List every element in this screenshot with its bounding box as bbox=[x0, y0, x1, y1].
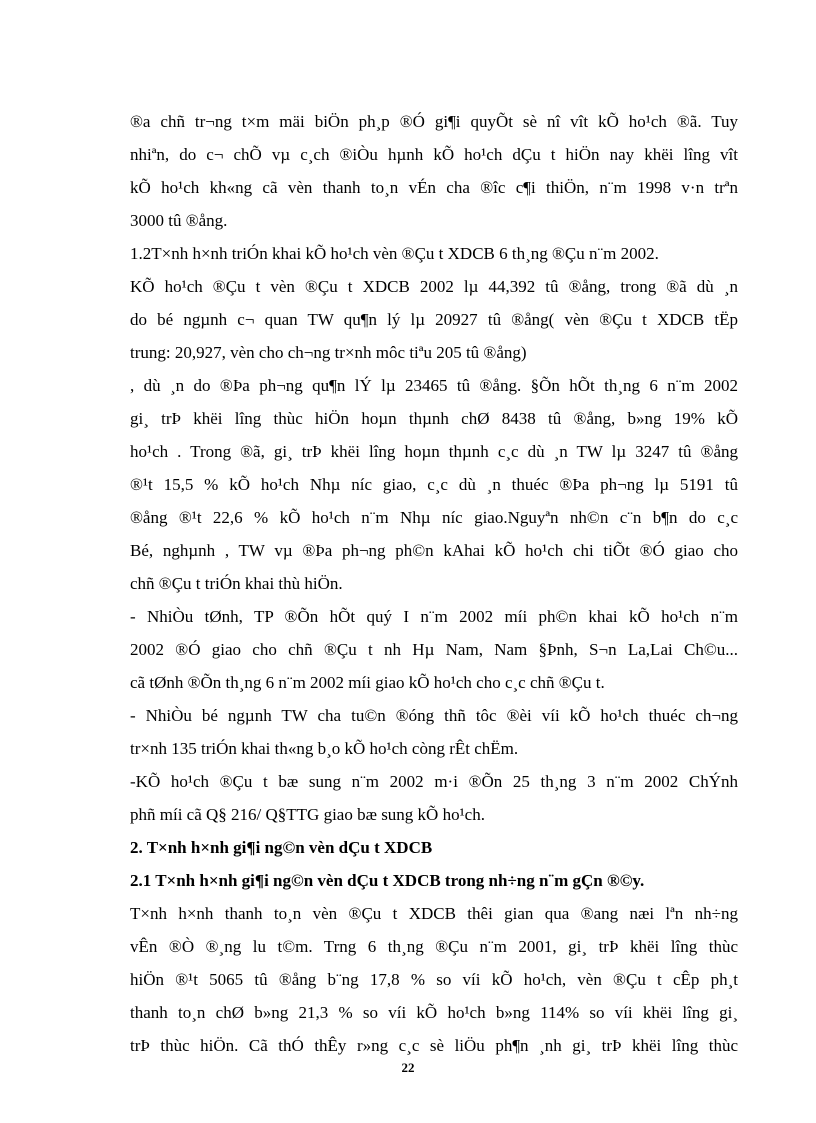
text-line: hiÖn ®¹t 5065 tû ®ång b¨ng 17,8 % so víi kÕ ho¹ch, vèn ®Çu t cÊp ph¸t bbox=[130, 970, 738, 989]
text-line: trÞ thùc hiÖn. Cã thÓ thÊy r»ng c¸c sè liÖu ph¶n ¸nh gi¸ trÞ khëi lîng thùc bbox=[130, 1036, 738, 1055]
text-line: ®ång ®¹t 22,6 % kÕ ho¹ch n¨m Nhµ níc giao.Nguyªn nh©n c¨n b¶n do c¸c bbox=[130, 508, 738, 527]
text-line: tr×nh 135 triÓn khai th«ng b¸o kÕ ho¹ch còng rÊt chËm. bbox=[130, 739, 519, 758]
text-line: 2002 ®Ó giao cho chñ ®Çu t nh Hµ Nam, Nam §Þnh, S¬n La,Lai Ch©u... bbox=[130, 640, 738, 659]
text-line: thanh to¸n chØ b»ng 21,3 % so víi kÕ ho¹ch b»ng 114% so víi khëi lîng gi¸ bbox=[130, 1003, 738, 1022]
text-line: , dù ¸n do ®Þa ph¬ng qu¶n lÝ lµ 23465 tû ®ång. §Õn hÕt th¸ng 6 n¨m 2002 bbox=[130, 376, 738, 395]
text-line: KÕ ho¹ch ®Çu t vèn ®Çu t XDCB 2002 lµ 44,392 tû ®ång, trong ®ã dù ¸n bbox=[130, 277, 738, 296]
text-line: Bé, nghµnh , TW vµ ®Þa ph¬ng ph©n kAhai kÕ ho¹ch chi tiÕt ®Ó giao cho bbox=[130, 541, 738, 560]
page-number: 22 bbox=[401, 1060, 415, 1075]
text-line: do bé ngµnh c¬ quan TW qu¶n lý lµ 20927 tû ®ång( vèn ®Çu t XDCB tËp bbox=[130, 310, 738, 329]
text-line: kÕ ho¹ch kh«ng cã vèn thanh to¸n vÉn cha ®îc c¶i thiÖn, n¨m 1998 v·n trªn bbox=[130, 178, 738, 197]
text-line: -KÕ ho¹ch ®Çu t bæ sung n¨m 2002 m·i ®Õn 25 th¸ng 3 n¨m 2002 ChÝnh bbox=[130, 772, 738, 791]
text-line: gi¸ trÞ khëi lîng thùc hiÖn hoµn thµnh chØ 8438 tû ®ång, b»ng 19% kÕ bbox=[130, 409, 738, 428]
text-line: 3000 tû ®ång. bbox=[130, 211, 228, 230]
text-line: ®a chñ tr¬ng t×m mäi biÖn ph¸p ®Ó gi¶i quyÕt sè nî vît kÕ ho¹ch ®ã. Tuy bbox=[130, 112, 738, 131]
text-line: T×nh h×nh thanh to¸n vèn ®Çu t XDCB thêi gian qua ®ang næi lªn nh÷ng bbox=[130, 904, 738, 923]
text-line: trung: 20,927, vèn cho ch¬ng tr×nh môc tiªu 205 tû ®ång) bbox=[130, 343, 527, 362]
text-line: vÊn ®Ò ®¸ng lu t©m. Trng 6 th¸ng ®Çu n¨m 2001, gi¸ trÞ khëi lîng thùc bbox=[130, 937, 738, 956]
text-line: nhiªn, do c¬ chÕ vµ c¸ch ®iÒu hµnh kÕ ho¹ch dÇu t hiÖn nay khëi lîng vît bbox=[130, 145, 738, 164]
text-line: phñ míi cã Q§ 216/ Q§TTG giao bæ sung kÕ ho¹ch. bbox=[130, 805, 485, 824]
text-line: ®¹t 15,5 % kÕ ho¹ch Nhµ níc giao, c¸c dù ¸n thuéc ®Þa ph¬ng lµ 5191 tû bbox=[130, 475, 738, 494]
text-line: - NhiÒu tØnh, TP ®Õn hÕt quý I n¨m 2002 míi ph©n khai kÕ ho¹ch n¨m bbox=[130, 607, 738, 626]
text-line: - NhiÒu bé ngµnh TW cha tu©n ®óng thñ tôc ®èi víi kÕ ho¹ch thuéc ch¬ng bbox=[130, 706, 738, 725]
text-line: 1.2T×nh h×nh triÓn khai kÕ ho¹ch vèn ®Çu t XDCB 6 th¸ng ®Çu n¨m 2002. bbox=[130, 244, 659, 263]
section-heading: 2. T×nh h×nh gi¶i ng©n vèn dÇu t XDCB bbox=[130, 838, 433, 857]
subsection-heading: 2.1 T×nh h×nh gi¶i ng©n vèn dÇu t XDCB trong nh÷ng n¨m gÇn ®©y. bbox=[130, 871, 645, 890]
text-line: cã tØnh ®Õn th¸ng 6 n¨m 2002 míi giao kÕ ho¹ch cho c¸c chñ ®Çu t. bbox=[130, 673, 605, 692]
text-line: chñ ®Çu t triÓn khai thù hiÖn. bbox=[130, 574, 343, 593]
text-line: ho¹ch . Trong ®ã, gi¸ trÞ khëi lîng hoµn thµnh c¸c dù ¸n TW lµ 3247 tû ®ång bbox=[130, 442, 738, 461]
